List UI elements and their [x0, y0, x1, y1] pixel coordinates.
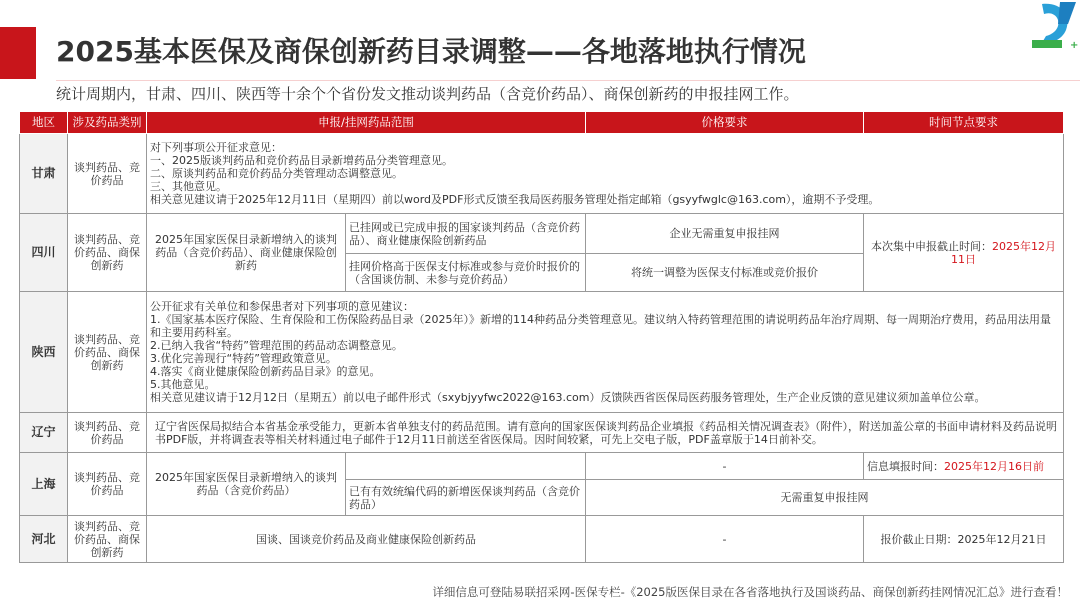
- time-hebei: 报价截止日期：2025年12月21日: [864, 516, 1064, 563]
- scope-shanghai-sub1: [346, 453, 586, 480]
- brand-logo-icon: [1030, 0, 1080, 50]
- header-scope: 申报/挂网药品范围: [147, 112, 586, 134]
- category-hebei: 谈判药品、竞价药品、商保创新药: [68, 516, 147, 563]
- gansu-line-3: 二、原谈判药品和竞价药品分类管理动态调整意见。: [150, 167, 403, 180]
- page-subtitle: 统计周期内，甘肃、四川、陕西等十余个个省份发文推动谈判药品（含竞价药品）、商保创新药的申报挂网工作。: [56, 85, 799, 103]
- content-gansu: [147, 134, 1064, 214]
- title-accent-bar: [0, 27, 36, 79]
- content-shaanxi: [147, 292, 1064, 413]
- title-divider: [56, 80, 1080, 81]
- scope-shanghai: 2025年国家医保目录新增纳入的谈判药品（含竞价药品）: [147, 453, 346, 516]
- region-sichuan: 四川: [20, 214, 68, 292]
- scope-sichuan: 2025年国家医保目录新增纳入的谈判药品（含竞价药品）、商业健康保险创新药: [147, 214, 346, 292]
- header-region: 地区: [20, 112, 68, 134]
- gansu-line-1: 对下列事项公开征求意见：: [150, 141, 282, 154]
- gansu-line-2: 一、2025版谈判药品和竞价药品目录新增药品分类管理意见。: [150, 154, 453, 167]
- category-shanghai: 谈判药品、竞价药品: [68, 453, 147, 516]
- gansu-line-4: 三、其他意见。: [150, 180, 227, 193]
- table-row-gansu: [20, 134, 1064, 214]
- scope-sichuan-sub1: 已挂网或已完成申报的国家谈判药品（含竞价药品）、商业健康保险创新药品: [346, 214, 586, 254]
- time-sichuan-prefix: 本次集中申报截止时间：: [871, 239, 992, 253]
- shaanxi-line-3: 2.已纳入我省“特药”管理范围的药品动态调整意见。: [150, 339, 403, 352]
- region-liaoning: 辽宁: [20, 413, 68, 453]
- price-sichuan-2: 将统一调整为医保支付标准或竞价报价: [586, 254, 864, 292]
- table-row-hebei: [20, 516, 1064, 563]
- price-hebei: -: [586, 516, 864, 563]
- shaanxi-line-1: 公开征求有关单位和参保患者对下列事项的意见建议：: [150, 300, 414, 313]
- scope-sichuan-sub2: 挂网价格高于医保支付标准或参与竞价时报价的（含国谈仿制、未参与竞价药品）: [346, 254, 586, 292]
- gansu-line-5: 相关意见建议请于2025年12月11日（星期四）前以word及PDF形式反馈至我局医药服务管理处指定邮箱（gsyyfwglc@163.com），逾期不予受理。: [150, 193, 880, 206]
- region-shanghai: 上海: [20, 453, 68, 516]
- header-time: 时间节点要求: [864, 112, 1064, 134]
- scope-hebei: 国谈、国谈竞价药品及商业健康保险创新药品: [147, 516, 586, 563]
- shaanxi-line-4: 3.优化完善现行“特药”管理政策意见。: [150, 352, 337, 365]
- footer-note: 详细信息可登陆易联招采网-医保专栏-《2025版医保目录在各省落地执行及国谈药品、商保创新药挂网情况汇总》进行查看！: [432, 585, 1068, 599]
- shaanxi-line-5: 4.落实《商业健康保险创新药品目录》的意见。: [150, 365, 381, 378]
- shaanxi-line-7: 相关意见建议请于12月12日（星期五）前以电子邮件形式（sxybjyyfwc2022@163.com）反馈陕西省医保局医药服务管理处，生产企业反馈的意见建议须加盖单位公章。: [150, 391, 986, 404]
- time-shanghai-date: 2025年12月16日前: [944, 459, 1044, 473]
- time-shanghai-prefix: 信息填报时间：: [867, 459, 944, 473]
- table-row-shanghai-a: [20, 453, 1064, 480]
- time-sichuan: [864, 214, 1064, 292]
- category-liaoning: 谈判药品、竞价药品: [68, 413, 147, 453]
- content-liaoning: 辽宁省医保局拟结合本省基金承受能力，更新本省单独支付的药品范围。请有意向的国家医保谈判药品企业填报《药品相关情况调查表》（附件），附送加盖公章的书面申请材料及药品说明书PDF版，并将调查表等相关材料通过电子邮件于12月11日前送至省医保局。因时间较紧，可先上交电子版，PDF盖章版于14日前补交。: [147, 413, 1064, 453]
- time-sichuan-date: 2025年12月11日: [951, 239, 1056, 266]
- header-price: 价格要求: [586, 112, 864, 134]
- region-shaanxi: 陕西: [20, 292, 68, 413]
- header-category: 涉及药品类别: [68, 112, 147, 134]
- svg-text:+: +: [1070, 40, 1079, 50]
- table-row-liaoning: [20, 413, 1064, 453]
- price-shanghai-1: -: [586, 453, 864, 480]
- table-row-shaanxi: [20, 292, 1064, 413]
- table-row-sichuan-a: [20, 214, 1064, 254]
- page-title: 2025基本医保及商保创新药目录调整——各地落地执行情况: [56, 35, 806, 68]
- category-gansu: 谈判药品、竞价药品: [68, 134, 147, 214]
- region-hebei: 河北: [20, 516, 68, 563]
- table-header-row: [20, 112, 1064, 134]
- shaanxi-line-2: 1.《国家基本医疗保险、生育保险和工伤保险药品目录（2025年）》新增的114种药品分类管理意见。建议纳入特药管理范围的请说明药品年治疗周期、每一周期治疗费用，药品用法用量和主要用药科室。: [150, 313, 1051, 339]
- category-shaanxi: 谈判药品、竞价药品、商保创新药: [68, 292, 147, 413]
- scope-shanghai-sub2: 已有有效统编代码的新增医保谈判药品（含竞价药品）: [346, 480, 586, 516]
- price-sichuan-1: 企业无需重复申报挂网: [586, 214, 864, 254]
- category-sichuan: 谈判药品、竞价药品、商保创新药: [68, 214, 147, 292]
- policy-table: [19, 111, 1064, 563]
- region-gansu: 甘肃: [20, 134, 68, 214]
- price-shanghai-2: 无需重复申报挂网: [586, 480, 1064, 516]
- time-shanghai: [864, 453, 1064, 480]
- shaanxi-line-6: 5.其他意见。: [150, 378, 216, 391]
